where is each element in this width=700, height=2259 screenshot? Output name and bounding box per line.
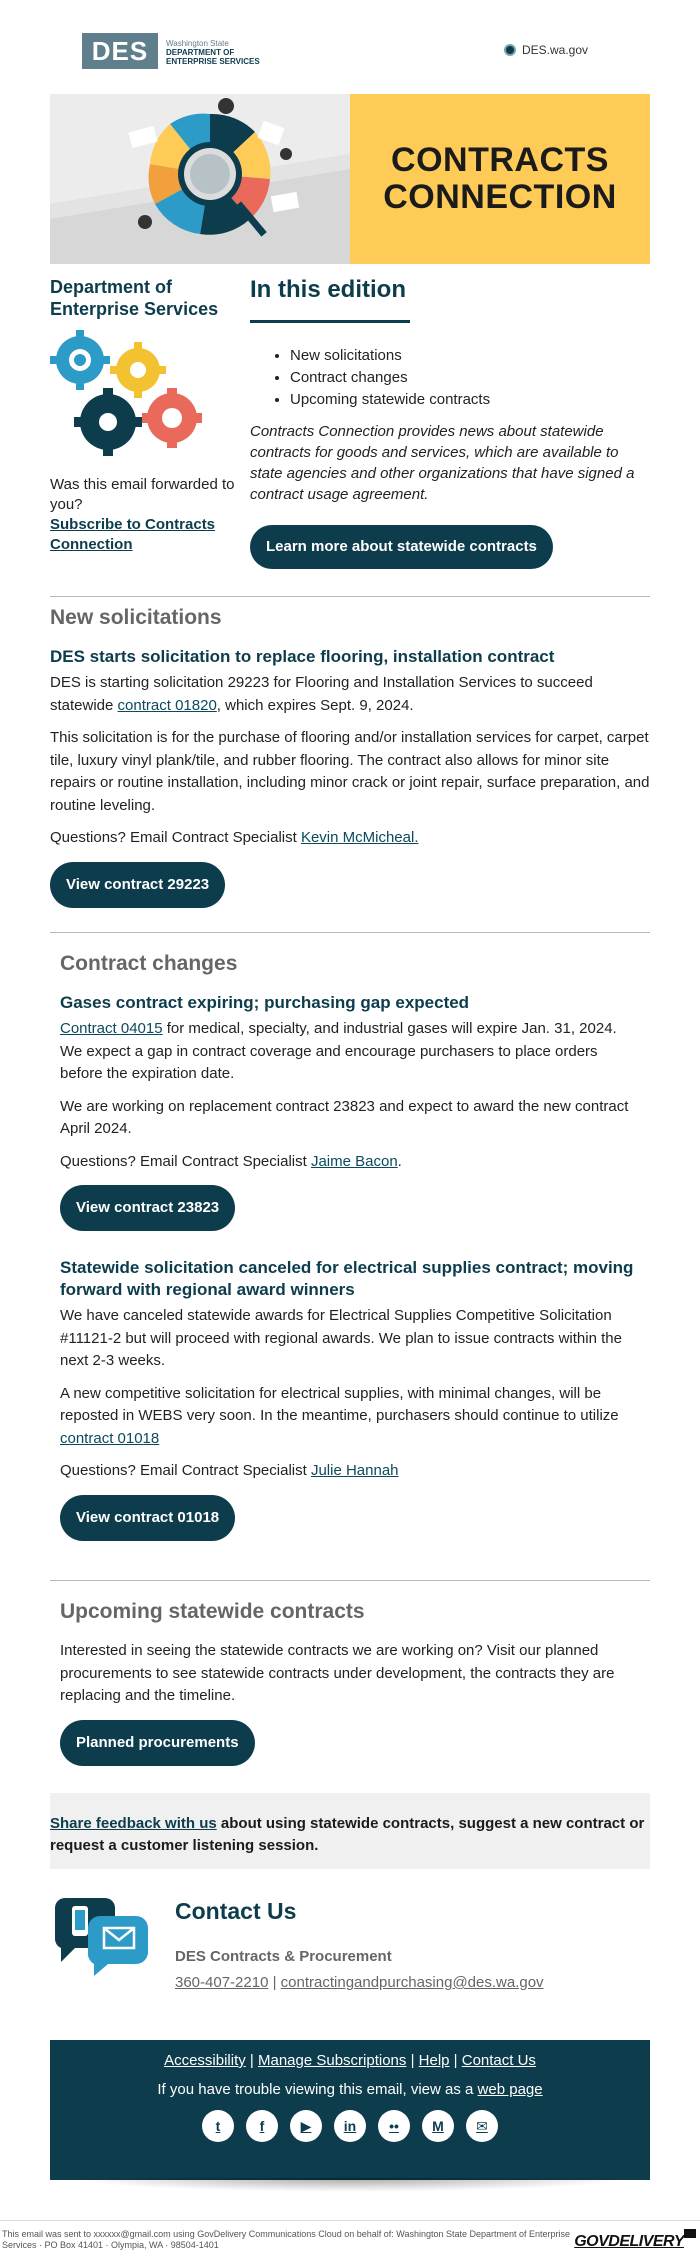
jaime-bacon-link[interactable]: Jaime Bacon — [310, 1152, 398, 1170]
edition-item: • Contract changes — [290, 367, 650, 389]
footer-view-text: If you have trouble viewing this email, view as a — [157, 2081, 478, 2098]
intro-section — [50, 276, 650, 576]
email-icon[interactable]: ✉ — [466, 2110, 498, 2142]
view-contract-01018-button[interactable]: View contract 01018 — [60, 1495, 235, 1541]
new-solicitations-section — [50, 606, 650, 908]
footer-link-separator: | — [245, 2052, 258, 2069]
edition-description: Contracts Connection provides news about statewide contracts for goods and services, which are available to state agencies and other organizations that have signed a contract usage agreement. — [250, 423, 635, 503]
learn-more-button[interactable]: Learn more about statewide contracts — [250, 525, 553, 569]
social-links — [50, 2110, 650, 2142]
department-name: Department of Enterprise Services — [50, 277, 219, 319]
contract-01018-link[interactable]: contract 01018 — [60, 1429, 160, 1447]
electrical-p2-text: A new competitive solicitation for electrical supplies, with minimal changes, will be reposted in WEBS very soon. In the meantime, purchasers should continue to utilize — [60, 1384, 619, 1424]
des-logo[interactable] — [82, 33, 158, 69]
logo-line-1: Washington State — [166, 39, 229, 48]
flickr-icon[interactable]: •• — [378, 2110, 410, 2142]
des-site-link[interactable] — [504, 43, 588, 57]
view-contract-23823-button[interactable]: View contract 23823 — [60, 1185, 235, 1231]
edition-title: In this edition — [250, 276, 406, 303]
contact-phone-link[interactable]: 360-407-2210 — [175, 1974, 269, 1991]
feedback-text-rest: about using statewide contracts, suggest a new contract or request a customer listening session. — [50, 1815, 645, 1854]
kevin-mcmicheal-link[interactable]: Kevin McMicheal. — [300, 829, 419, 846]
twitter-icon[interactable]: t — [202, 2110, 234, 2142]
help-link[interactable]: Help — [418, 2052, 450, 2069]
contact-us-link[interactable]: Contact Us — [461, 2052, 536, 2069]
flooring-p1-text-a: DES is starting solicitation 29223 for Flooring and Installation Services to succeed statewide — [50, 674, 593, 714]
julie-hannah-link[interactable]: Julie Hannah — [310, 1462, 399, 1479]
contact-separator: | — [268, 1974, 281, 1991]
youtube-icon[interactable]: ▶ — [290, 2110, 322, 2142]
gases-questions-period: . — [397, 1152, 402, 1170]
web-page-link[interactable]: web page — [477, 2081, 543, 2098]
flooring-paragraph-1 — [50, 672, 650, 717]
contact-department: DES Contracts & Procurement — [175, 1948, 392, 1965]
electrical-article-title: Statewide solicitation canceled for electrical supplies contract; moving forward with regional award winners — [60, 1258, 634, 1299]
govdelivery-notice: This email was sent to xxxxxx@gmail.com using GovDelivery Communications Cloud on behalf of: Washington State Department of Enterprise Services · PO Box 41401 · Olympia, WA · 98504-1401 — [2, 2229, 571, 2250]
contract-04015-link[interactable]: Contract 04015 — [60, 1020, 163, 1037]
section-divider — [50, 932, 650, 933]
edition-list — [290, 345, 650, 411]
medium-icon[interactable]: M — [422, 2110, 454, 2142]
electrical-paragraph-1: We have canceled statewide awards for Electrical Supplies Competitive Solicitation #11121-2 but will proceed with regional awards. We plan to issue contracts within the next 2-3 weeks. — [60, 1307, 622, 1369]
contract-changes-title: Contract changes — [60, 952, 238, 975]
footer-shadow — [70, 2178, 630, 2192]
logo-abbr: DES — [91, 35, 149, 66]
banner-title-line-2: CONNECTION — [383, 178, 617, 216]
govdelivery-logo[interactable]: GOVDELIVERY — [574, 2233, 684, 2250]
gases-paragraph-2: We are working on replacement contract 23823 and expect to award the new contract April 2024. — [60, 1097, 629, 1137]
flooring-questions — [50, 827, 650, 850]
flooring-p1-text-b: , which expires Sept. 9, 2024. — [216, 696, 414, 714]
accessibility-link[interactable]: Accessibility — [164, 2052, 246, 2069]
intro-left-column — [50, 276, 240, 555]
feedback-callout — [50, 1793, 650, 1869]
electrical-paragraph-2 — [60, 1383, 640, 1451]
logo-line-3: ENTERPRISE SERVICES — [166, 57, 260, 66]
view-contract-29223-button[interactable]: View contract 29223 — [50, 862, 225, 908]
forwarded-note — [50, 475, 240, 555]
flooring-questions-text: Questions? Email Contract Specialist — [50, 829, 301, 846]
gases-paragraph-1 — [60, 1018, 640, 1086]
subscribe-link[interactable]: Subscribe to Contracts Connection — [50, 516, 216, 553]
edition-item: • New solicitations — [290, 345, 650, 367]
contract-changes-section — [50, 952, 650, 1541]
gears-icon — [50, 328, 210, 458]
gases-article-title: Gases contract expiring; purchasing gap expected — [60, 993, 470, 1012]
banner-title-line-1: CONTRACTS — [391, 141, 609, 179]
contract-01820-link[interactable]: contract 01820 — [117, 696, 217, 714]
contact-title: Contact Us — [175, 1898, 297, 1924]
section-divider — [50, 596, 650, 597]
email-footer — [50, 2040, 650, 2180]
manage-subscriptions-link[interactable]: Manage Subscriptions — [257, 2052, 407, 2069]
intro-right-column — [250, 276, 650, 569]
banner-illustration — [50, 94, 350, 264]
facebook-icon[interactable]: f — [246, 2110, 278, 2142]
globe-icon — [504, 44, 516, 56]
logo-wordmark — [166, 39, 260, 66]
share-feedback-link[interactable]: Share feedback with us — [50, 1815, 217, 1832]
forwarded-text: Was this email forwarded to you? — [50, 476, 235, 513]
banner-title — [383, 142, 617, 216]
planned-procurements-button[interactable]: Planned procurements — [60, 1720, 255, 1766]
contact-email-link[interactable]: contractingandpurchasing@des.wa.gov — [280, 1974, 544, 1991]
des-site-link-label: DES.wa.gov — [521, 43, 588, 57]
gases-questions — [60, 1151, 640, 1174]
flooring-paragraph-2: This solicitation is for the purchase of flooring and/or installation services for carpet, carpet tile, luxury vinyl plank/tile, and rubber flooring. The contract also allows for minor site repairs or routine installation, including minor crack or joint repair, surface preparation, and routine leveling. — [50, 729, 650, 814]
new-solicitations-title: New solicitations — [50, 606, 222, 629]
feedback-text — [50, 1813, 650, 1857]
contact-section — [50, 1898, 650, 1998]
upcoming-contracts-section — [50, 1600, 650, 1766]
gases-questions-text: Questions? Email Contract Specialist — [60, 1152, 311, 1170]
footer-link-separator: | — [406, 2052, 419, 2069]
linkedin-icon[interactable]: in — [334, 2110, 366, 2142]
section-divider — [50, 1580, 650, 1581]
govdelivery-mail-icon — [684, 2229, 696, 2238]
flooring-article-title: DES starts solicitation to replace flooring, installation contract — [50, 647, 555, 666]
upcoming-contracts-title: Upcoming statewide contracts — [60, 1600, 365, 1623]
footer-link-separator: | — [449, 2052, 462, 2069]
contact-chat-icon — [50, 1898, 150, 1978]
electrical-questions-text: Questions? Email Contract Specialist — [60, 1462, 311, 1479]
gases-p1-text: for medical, specialty, and industrial gases will expire Jan. 31, 2024. We expect a gap in contract coverage and encourage purchasers to place orders before the expiration date. — [60, 1020, 617, 1082]
logo-line-2: DEPARTMENT OF — [166, 48, 235, 57]
footer-view-online — [50, 2081, 650, 2098]
electrical-questions — [60, 1460, 640, 1483]
email-header — [50, 26, 650, 76]
footer-links — [50, 2052, 650, 2069]
contracts-connection-banner — [50, 94, 650, 264]
contact-details — [175, 1974, 544, 1991]
govdelivery-bar — [0, 2220, 700, 2259]
banner-title-panel — [350, 94, 650, 264]
upcoming-paragraph: Interested in seeing the statewide contracts we are working on? Visit our planned procurements to see statewide contracts under development, the contracts they are replacing and the timeline. — [60, 1642, 615, 1704]
edition-divider — [250, 320, 410, 323]
edition-item: • Upcoming statewide contracts — [290, 389, 650, 411]
